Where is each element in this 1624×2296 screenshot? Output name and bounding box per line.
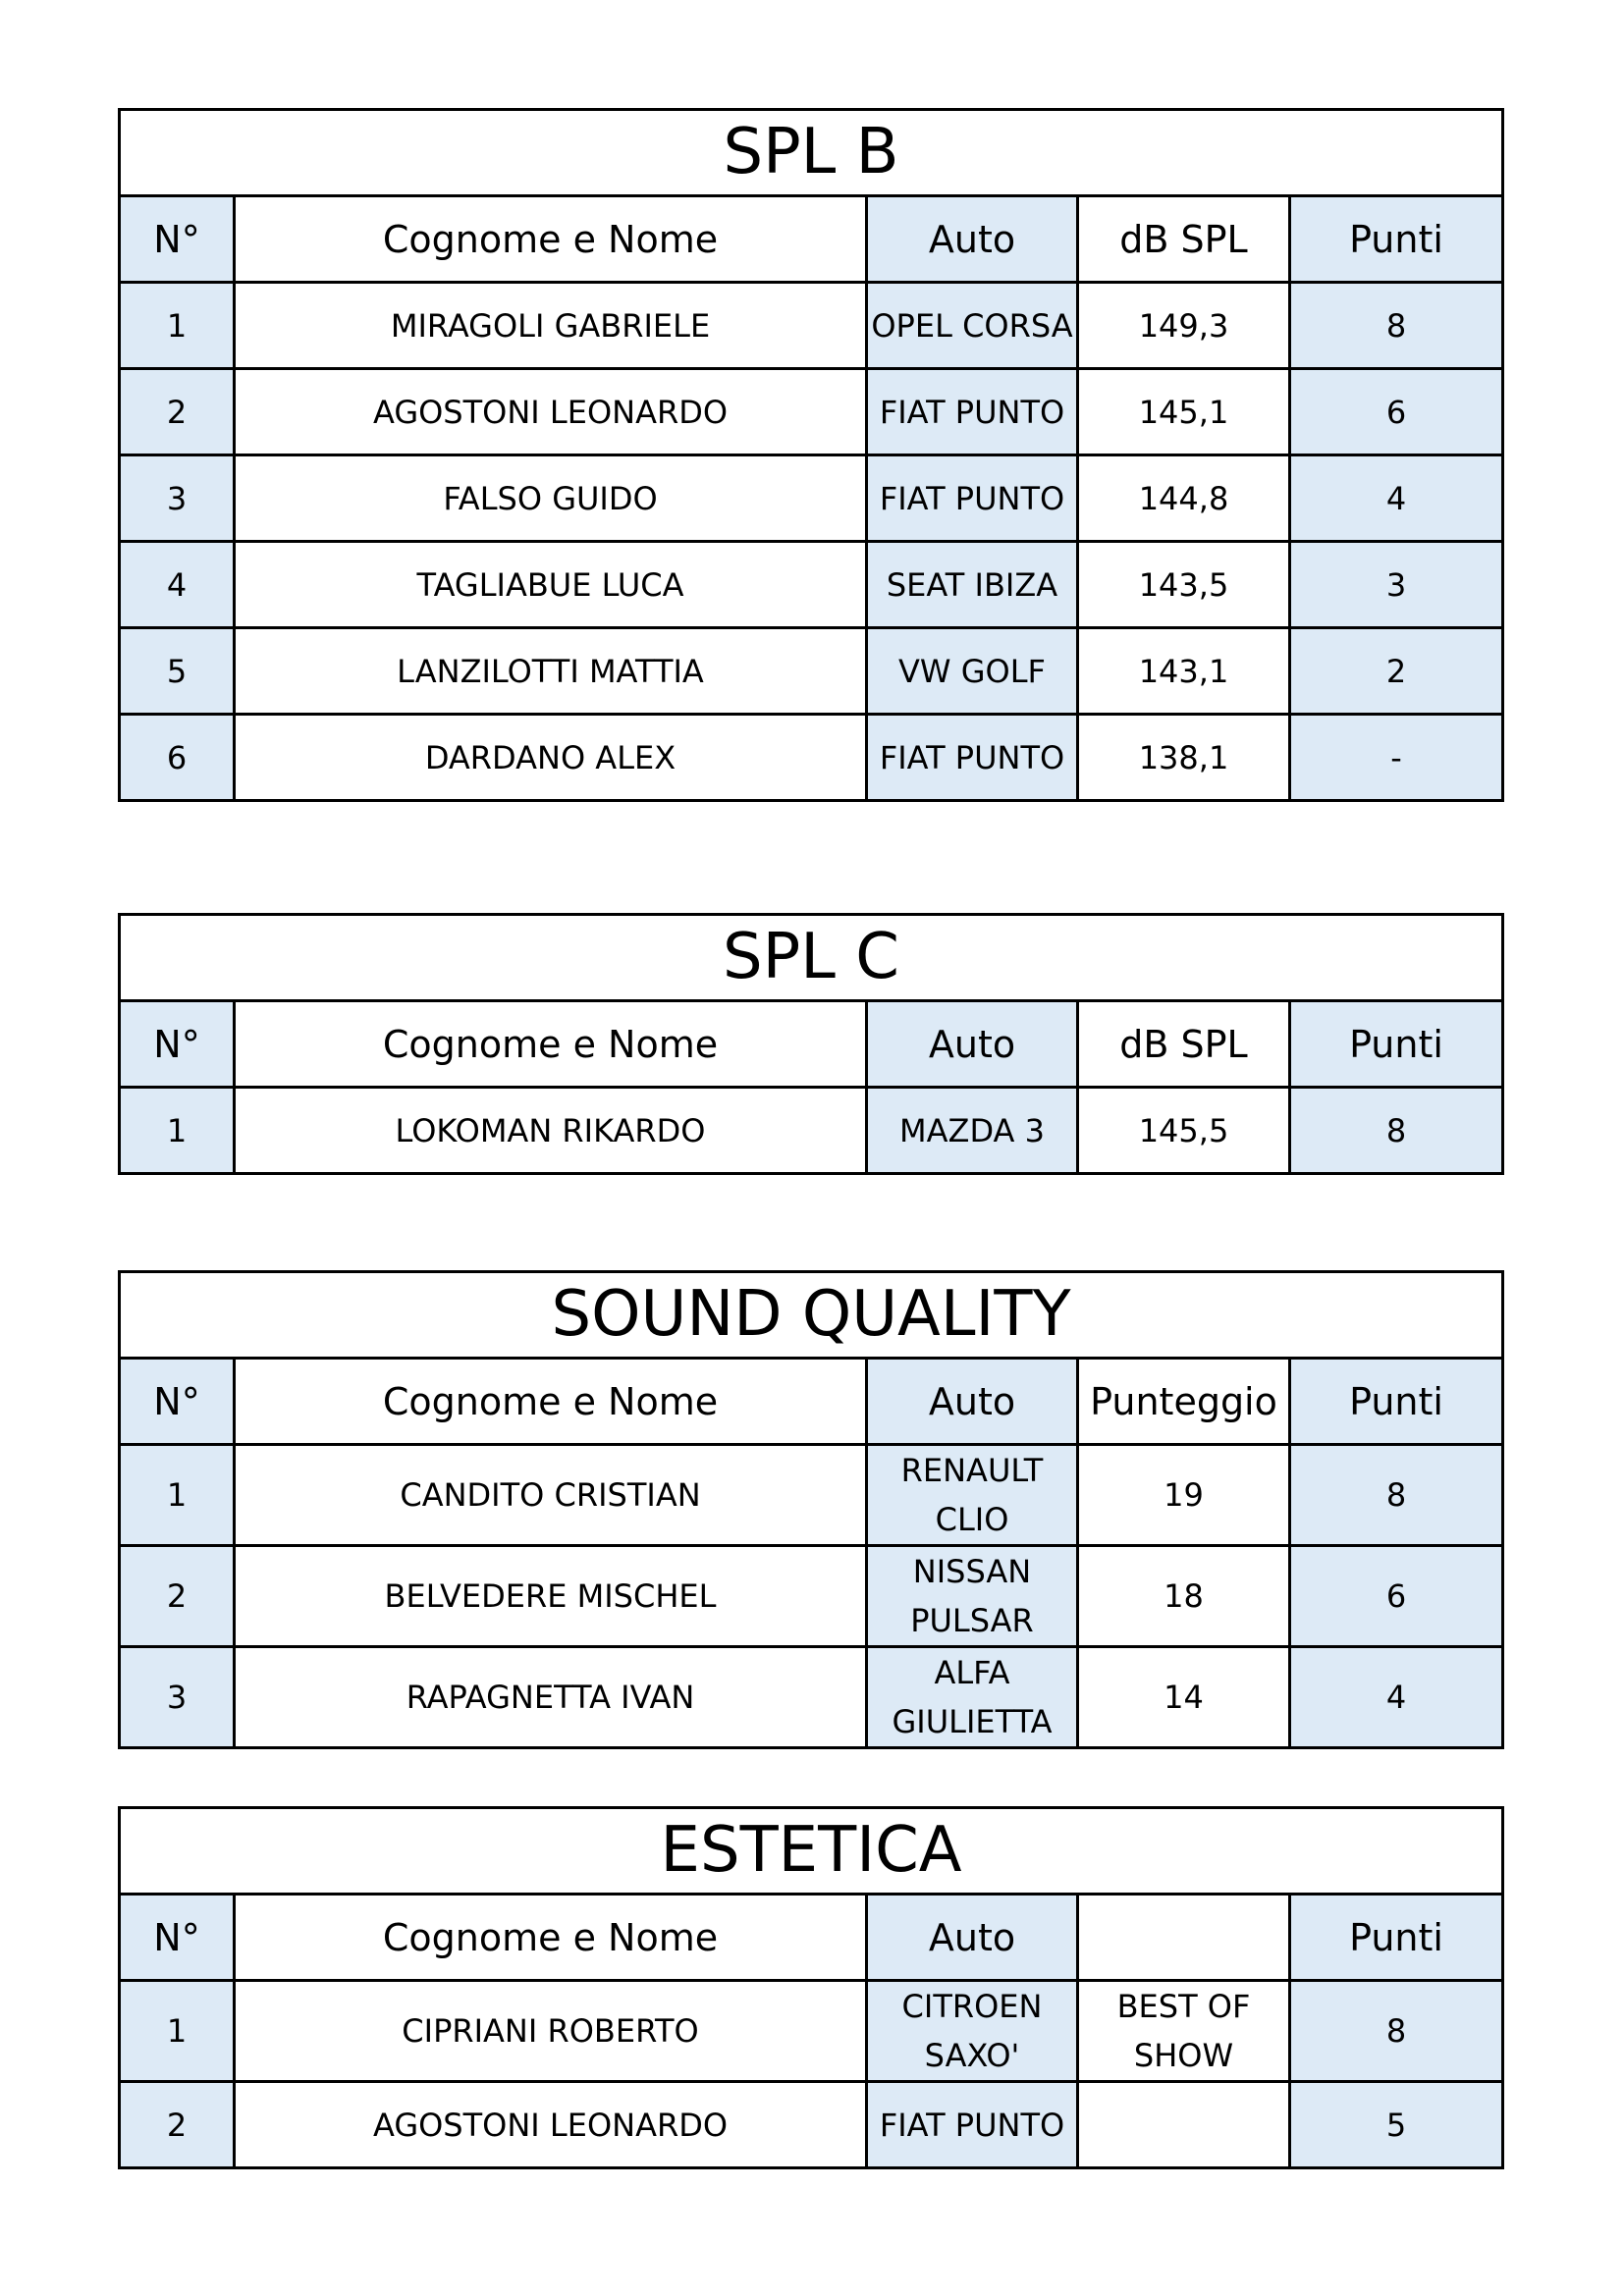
cell-points: 8 [1290, 1981, 1503, 2082]
header-points: Punti [1290, 1895, 1503, 1981]
cell-value [1078, 1981, 1290, 2082]
cell-number: 6 [120, 715, 235, 801]
cell-points: 8 [1290, 1088, 1503, 1174]
table-title: ESTETICA [120, 1808, 1503, 1895]
header-auto: Auto [867, 1001, 1078, 1088]
header-points: Punti [1290, 1001, 1503, 1088]
cell-auto: FIAT PUNTO [867, 2082, 1078, 2168]
header-value: dB SPL [1078, 1001, 1290, 1088]
cell-name: BELVEDERE MISCHEL [235, 1546, 867, 1647]
cell-auto: SEAT IBIZA [867, 542, 1078, 628]
cell-points: - [1290, 715, 1503, 801]
table-title: SPL C [120, 915, 1503, 1001]
header-points: Punti [1290, 196, 1503, 283]
table-row [120, 1981, 1503, 2082]
table-header-row [120, 1001, 1503, 1088]
cell-value: 145,5 [1078, 1088, 1290, 1174]
cell-value: 18 [1078, 1546, 1290, 1647]
header-value: Punteggio [1078, 1359, 1290, 1445]
cell-name: LANZILOTTI MATTIA [235, 628, 867, 715]
cell-value: 144,8 [1078, 455, 1290, 542]
cell-auto [867, 1445, 1078, 1546]
table-row [120, 1088, 1503, 1174]
header-name: Cognome e Nome [235, 1895, 867, 1981]
cell-points: 5 [1290, 2082, 1503, 2168]
cell-auto-line2: PULSAR [910, 1602, 1034, 1639]
cell-points: 8 [1290, 283, 1503, 369]
cell-points: 8 [1290, 1445, 1503, 1546]
cell-points: 6 [1290, 1546, 1503, 1647]
cell-points: 2 [1290, 628, 1503, 715]
table-row [120, 2082, 1503, 2168]
table-row [120, 283, 1503, 369]
cell-name: AGOSTONI LEONARDO [235, 369, 867, 455]
cell-points: 3 [1290, 542, 1503, 628]
cell-value: 138,1 [1078, 715, 1290, 801]
table-header-row [120, 1895, 1503, 1981]
header-number: N° [120, 1359, 235, 1445]
cell-auto-line1: RENAULT [900, 1452, 1044, 1489]
cell-name: TAGLIABUE LUCA [235, 542, 867, 628]
cell-number: 2 [120, 1546, 235, 1647]
cell-value: 149,3 [1078, 283, 1290, 369]
header-number: N° [120, 1001, 235, 1088]
table-title: SPL B [120, 110, 1503, 196]
cell-value-line2: SHOW [1133, 2037, 1234, 2074]
cell-number: 2 [120, 2082, 235, 2168]
cell-number: 3 [120, 1647, 235, 1748]
cell-points: 4 [1290, 1647, 1503, 1748]
cell-auto: VW GOLF [867, 628, 1078, 715]
table-row [120, 1647, 1503, 1748]
table-header-row [120, 1359, 1503, 1445]
cell-auto [867, 1647, 1078, 1748]
cell-auto-line1: NISSAN [912, 1553, 1032, 1590]
cell-name: CANDITO CRISTIAN [235, 1445, 867, 1546]
cell-value: 19 [1078, 1445, 1290, 1546]
cell-auto [867, 1546, 1078, 1647]
table-row [120, 1546, 1503, 1647]
cell-auto-line2: SAXO' [924, 2037, 1020, 2074]
header-number: N° [120, 196, 235, 283]
cell-auto: FIAT PUNTO [867, 455, 1078, 542]
cell-auto [867, 1981, 1078, 2082]
table-header-row [120, 196, 1503, 283]
table-title-row [120, 1808, 1503, 1895]
cell-auto-line2: CLIO [935, 1501, 1009, 1538]
table-title-row [120, 915, 1503, 1001]
cell-name: LOKOMAN RIKARDO [235, 1088, 867, 1174]
cell-points: 6 [1290, 369, 1503, 455]
cell-number: 2 [120, 369, 235, 455]
table-row [120, 715, 1503, 801]
cell-auto-line1: ALFA [934, 1654, 1010, 1691]
header-name: Cognome e Nome [235, 196, 867, 283]
cell-auto: FIAT PUNTO [867, 369, 1078, 455]
cell-auto: OPEL CORSA [867, 283, 1078, 369]
header-auto: Auto [867, 1359, 1078, 1445]
table-row [120, 369, 1503, 455]
table-row [120, 628, 1503, 715]
cell-number: 1 [120, 1445, 235, 1546]
cell-points: 4 [1290, 455, 1503, 542]
header-auto: Auto [867, 196, 1078, 283]
cell-number: 1 [120, 283, 235, 369]
cell-name: DARDANO ALEX [235, 715, 867, 801]
cell-value: 143,1 [1078, 628, 1290, 715]
header-name: Cognome e Nome [235, 1359, 867, 1445]
header-name: Cognome e Nome [235, 1001, 867, 1088]
cell-auto: FIAT PUNTO [867, 715, 1078, 801]
cell-value: 143,5 [1078, 542, 1290, 628]
cell-number: 5 [120, 628, 235, 715]
table-row [120, 455, 1503, 542]
header-number: N° [120, 1895, 235, 1981]
estetica-table [118, 1806, 1504, 2169]
cell-name: RAPAGNETTA IVAN [235, 1647, 867, 1748]
header-auto: Auto [867, 1895, 1078, 1981]
cell-value-line1: BEST OF [1116, 1988, 1251, 2025]
header-value: dB SPL [1078, 196, 1290, 283]
cell-number: 1 [120, 1981, 235, 2082]
cell-number: 1 [120, 1088, 235, 1174]
table-row [120, 542, 1503, 628]
cell-name: FALSO GUIDO [235, 455, 867, 542]
header-points: Punti [1290, 1359, 1503, 1445]
cell-name: CIPRIANI ROBERTO [235, 1981, 867, 2082]
header-value [1078, 1895, 1290, 1981]
cell-number: 4 [120, 542, 235, 628]
table-title: SOUND QUALITY [120, 1272, 1503, 1359]
cell-number: 3 [120, 455, 235, 542]
spl-b-table [118, 108, 1504, 802]
table-row [120, 1445, 1503, 1546]
cell-name: AGOSTONI LEONARDO [235, 2082, 867, 2168]
cell-value [1078, 2082, 1290, 2168]
cell-value: 14 [1078, 1647, 1290, 1748]
cell-auto-line2: GIULIETTA [892, 1703, 1053, 1740]
cell-name: MIRAGOLI GABRIELE [235, 283, 867, 369]
cell-auto: MAZDA 3 [867, 1088, 1078, 1174]
cell-value: 145,1 [1078, 369, 1290, 455]
table-title-row [120, 110, 1503, 196]
table-title-row [120, 1272, 1503, 1359]
sound-quality-table [118, 1270, 1504, 1749]
spl-c-table [118, 913, 1504, 1175]
cell-auto-line1: CITROEN [901, 1988, 1043, 2025]
